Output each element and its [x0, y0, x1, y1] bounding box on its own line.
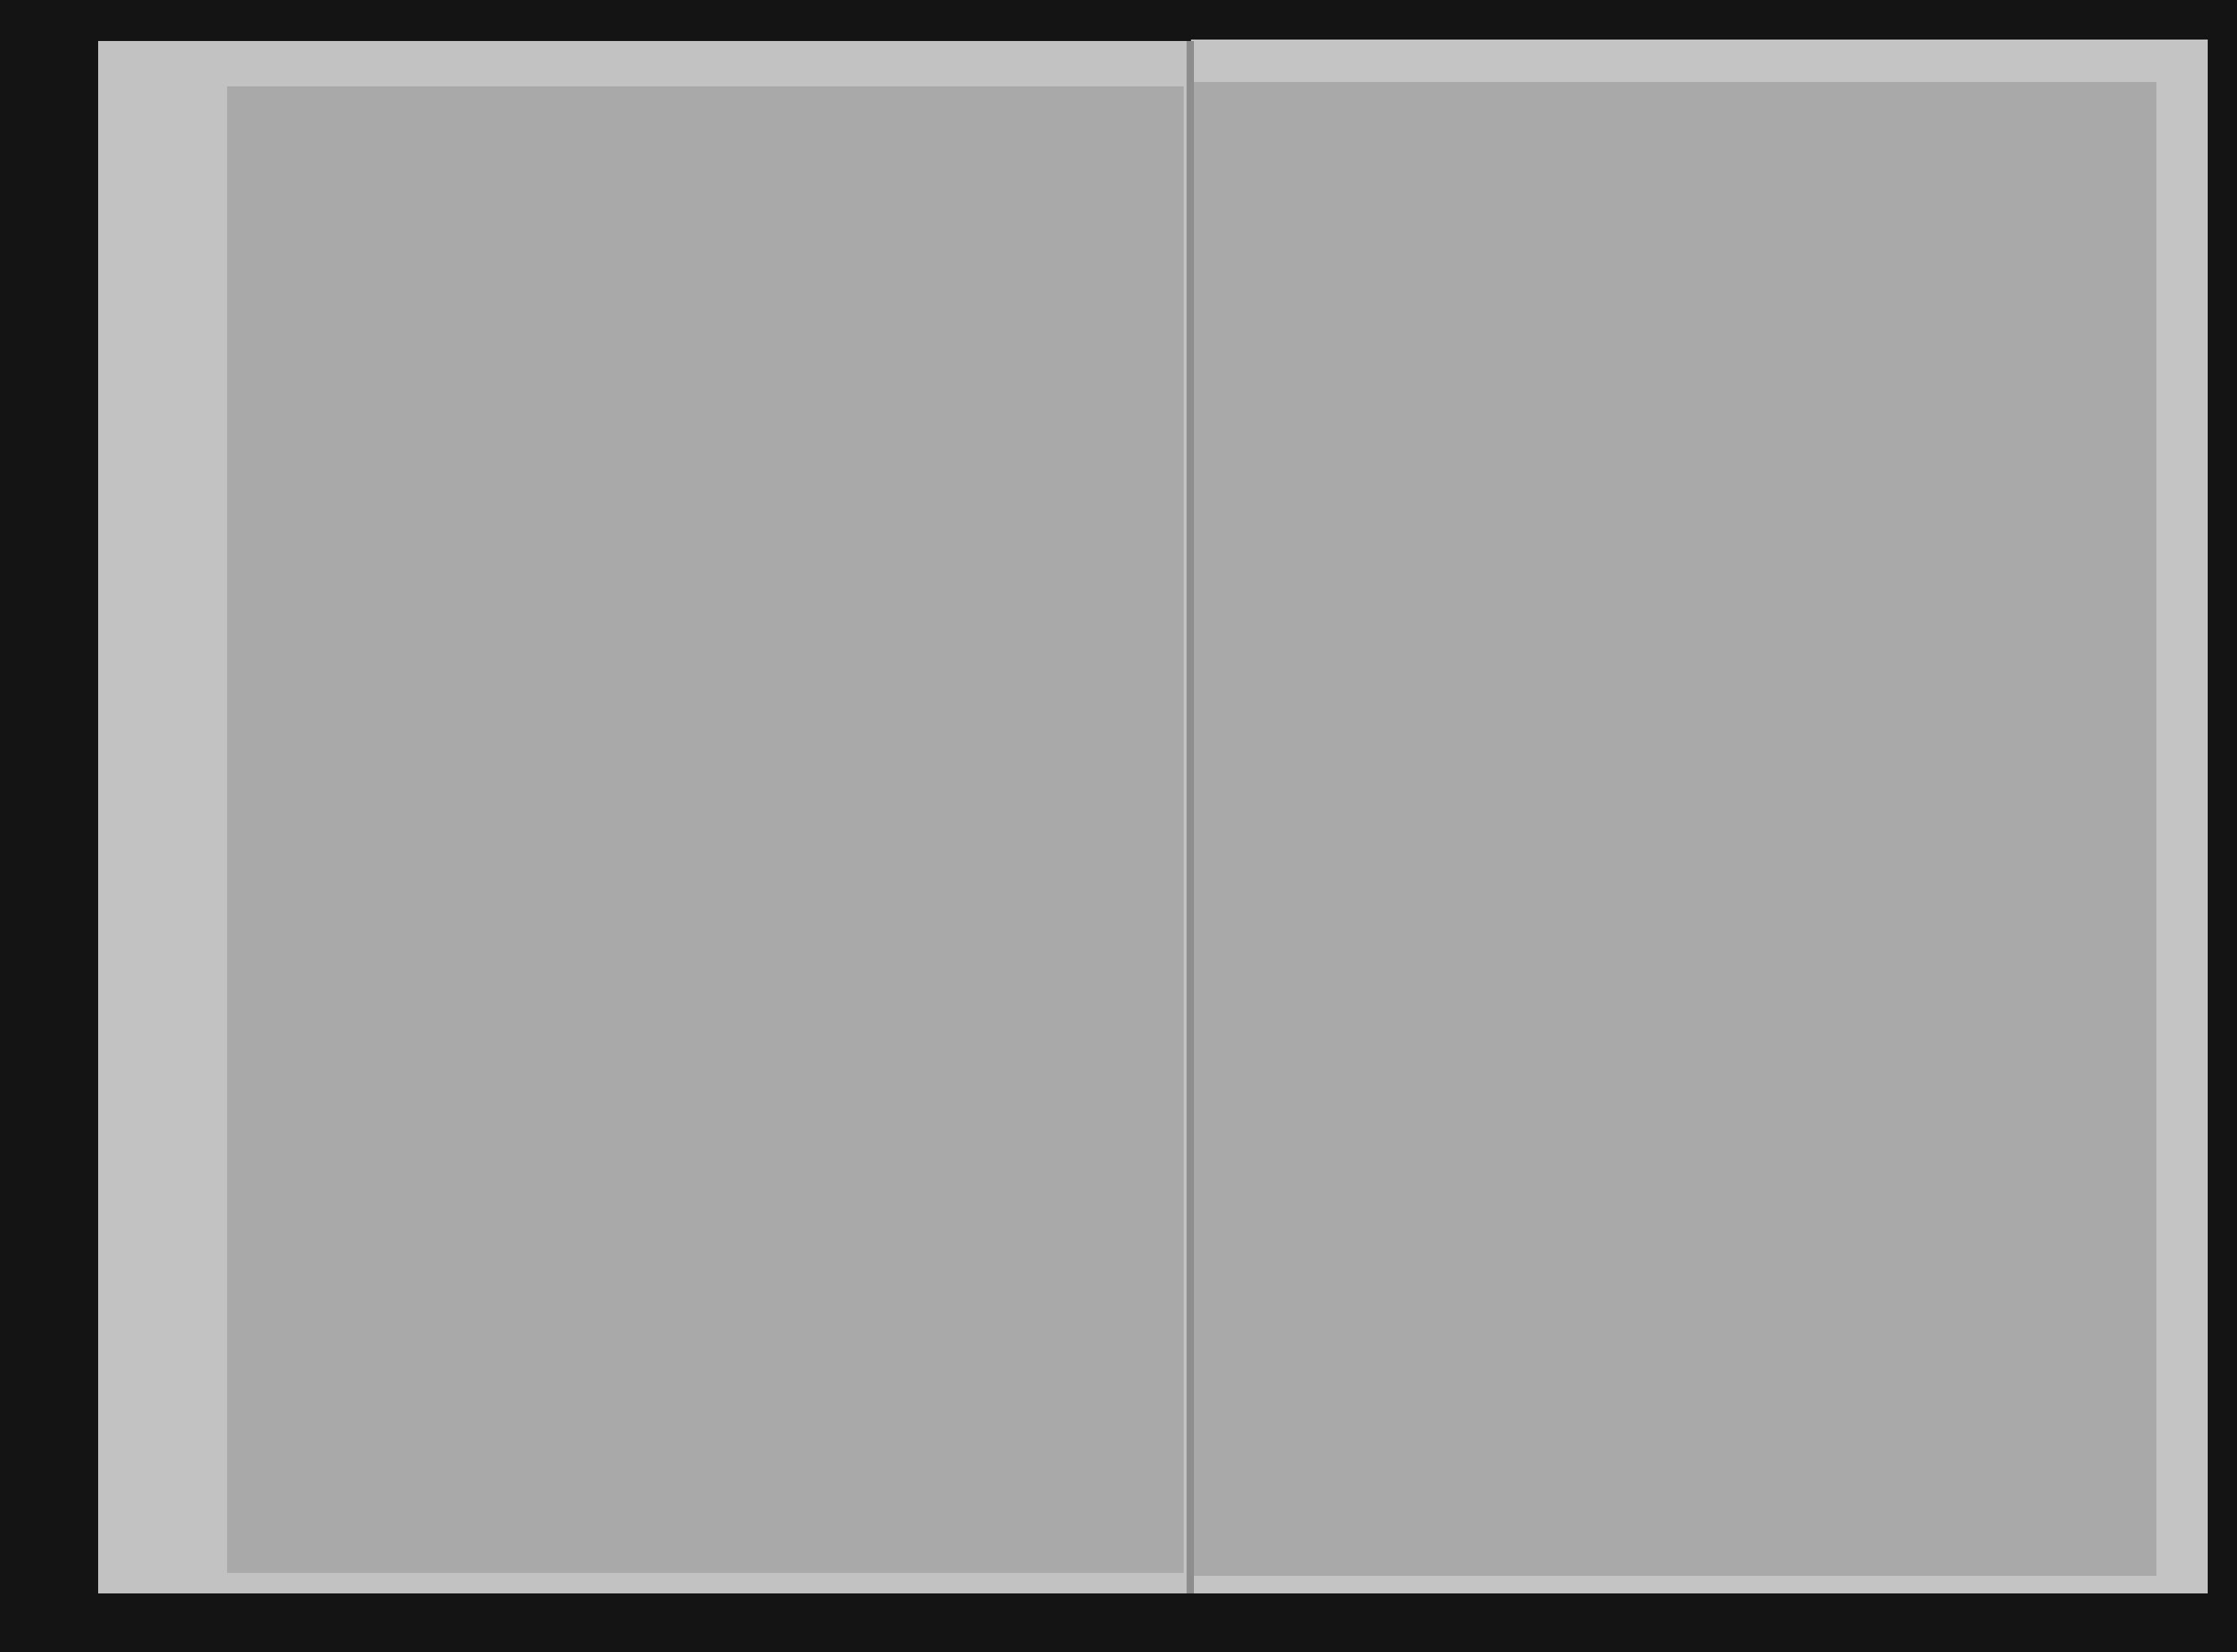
- left-page: [227, 86, 1184, 1573]
- right-page: [1194, 82, 2156, 1576]
- book-fold: [1187, 41, 1194, 1593]
